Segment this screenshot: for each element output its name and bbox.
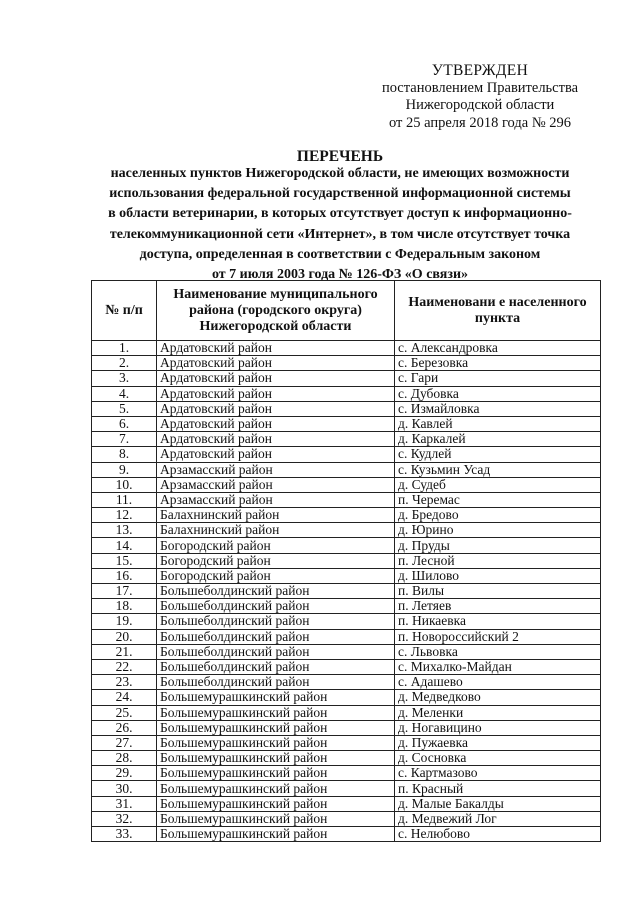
cell-district: Богородский район bbox=[157, 538, 395, 553]
table-row bbox=[92, 523, 601, 538]
cell-num: 12. bbox=[92, 508, 157, 523]
cell-num: 27. bbox=[92, 735, 157, 750]
cell-district: Ардатовский район bbox=[157, 356, 395, 371]
cell-num: 8. bbox=[92, 447, 157, 462]
cell-place: д. Бредово bbox=[395, 508, 601, 523]
cell-place: п. Красный bbox=[395, 781, 601, 796]
cell-place: с. Измайловка bbox=[395, 401, 601, 416]
cell-district: Богородский район bbox=[157, 568, 395, 583]
cell-num: 19. bbox=[92, 614, 157, 629]
cell-num: 25. bbox=[92, 705, 157, 720]
settlements-table bbox=[91, 280, 601, 842]
cell-place: д. Пужаевка bbox=[395, 735, 601, 750]
cell-place: с. Дубовка bbox=[395, 386, 601, 401]
cell-num: 18. bbox=[92, 599, 157, 614]
cell-place: с. Гари bbox=[395, 371, 601, 386]
cell-district: Балахнинский район bbox=[157, 508, 395, 523]
approval-heading: УТВЕРЖДЕН bbox=[431, 62, 529, 79]
cell-district: Балахнинский район bbox=[157, 523, 395, 538]
cell-place: с. Нелюбово bbox=[395, 827, 601, 842]
cell-district: Арзамасский район bbox=[157, 477, 395, 492]
table-header-row bbox=[92, 281, 601, 341]
cell-district: Большеболдинский район bbox=[157, 659, 395, 674]
subtitle-line: доступа, определенная в соответствии с Федеральным законом bbox=[139, 246, 541, 262]
table-row bbox=[92, 690, 601, 705]
cell-num: 22. bbox=[92, 659, 157, 674]
cell-num: 2. bbox=[92, 356, 157, 371]
document-title: ПЕРЕЧЕНЬ bbox=[296, 148, 384, 165]
cell-num: 24. bbox=[92, 690, 157, 705]
cell-district: Большеболдинский район bbox=[157, 599, 395, 614]
cell-num: 29. bbox=[92, 766, 157, 781]
table-row bbox=[92, 462, 601, 477]
table-row bbox=[92, 492, 601, 507]
approval-line-1: постановлением Правительства bbox=[381, 79, 579, 96]
cell-place: п. Вилы bbox=[395, 584, 601, 599]
cell-num: 10. bbox=[92, 477, 157, 492]
cell-num: 4. bbox=[92, 386, 157, 401]
table-row bbox=[92, 751, 601, 766]
table-row bbox=[92, 508, 601, 523]
cell-num: 23. bbox=[92, 675, 157, 690]
table-row bbox=[92, 341, 601, 356]
cell-district: Арзамасский район bbox=[157, 462, 395, 477]
cell-place: д. Малые Бакалды bbox=[395, 796, 601, 811]
cell-place: п. Новороссийский 2 bbox=[395, 629, 601, 644]
cell-num: 33. bbox=[92, 827, 157, 842]
cell-district: Большемурашкинский район bbox=[157, 690, 395, 705]
cell-num: 13. bbox=[92, 523, 157, 538]
subtitle-line: от 7 июля 2003 года № 126-ФЗ «О связи» bbox=[211, 267, 469, 283]
cell-place: д. Медведково bbox=[395, 690, 601, 705]
cell-district: Ардатовский район bbox=[157, 371, 395, 386]
cell-place: д. Юрино bbox=[395, 523, 601, 538]
table-row bbox=[92, 371, 601, 386]
table-row bbox=[92, 553, 601, 568]
cell-num: 26. bbox=[92, 720, 157, 735]
cell-place: с. Кузьмин Усад bbox=[395, 462, 601, 477]
cell-place: п. Лесной bbox=[395, 553, 601, 568]
subtitle-line: населенных пунктов Нижегородской области, не имеющих возможности bbox=[110, 166, 570, 181]
cell-place: с. Михалко-Майдан bbox=[395, 659, 601, 674]
cell-num: 9. bbox=[92, 462, 157, 477]
approval-line-3: от 25 апреля 2018 года № 296 bbox=[388, 114, 572, 131]
table-row bbox=[92, 614, 601, 629]
cell-num: 5. bbox=[92, 401, 157, 416]
cell-district: Ардатовский район bbox=[157, 341, 395, 356]
cell-district: Ардатовский район bbox=[157, 386, 395, 401]
cell-place: д. Судеб bbox=[395, 477, 601, 492]
cell-num: 14. bbox=[92, 538, 157, 553]
cell-district: Большемурашкинский район bbox=[157, 705, 395, 720]
table-row bbox=[92, 781, 601, 796]
table-row bbox=[92, 766, 601, 781]
table-row bbox=[92, 386, 601, 401]
cell-place: д. Медвежий Лог bbox=[395, 811, 601, 826]
table-row bbox=[92, 477, 601, 492]
cell-place: с. Картмазово bbox=[395, 766, 601, 781]
table-row bbox=[92, 811, 601, 826]
table-row bbox=[92, 356, 601, 371]
header-num: № п/п bbox=[92, 281, 157, 341]
cell-district: Ардатовский район bbox=[157, 447, 395, 462]
cell-num: 1. bbox=[92, 341, 157, 356]
cell-district: Большеболдинский район bbox=[157, 644, 395, 659]
cell-place: п. Никаевка bbox=[395, 614, 601, 629]
cell-place: д. Каркалей bbox=[395, 432, 601, 447]
table-row bbox=[92, 659, 601, 674]
cell-district: Богородский район bbox=[157, 553, 395, 568]
cell-district: Большемурашкинский район bbox=[157, 735, 395, 750]
cell-num: 16. bbox=[92, 568, 157, 583]
cell-num: 3. bbox=[92, 371, 157, 386]
cell-place: д. Сосновка bbox=[395, 751, 601, 766]
cell-district: Большемурашкинский район bbox=[157, 796, 395, 811]
cell-district: Ардатовский район bbox=[157, 416, 395, 431]
cell-place: с. Александровка bbox=[395, 341, 601, 356]
cell-place: с. Адашево bbox=[395, 675, 601, 690]
table-row bbox=[92, 644, 601, 659]
cell-district: Ардатовский район bbox=[157, 401, 395, 416]
header-district: Наименование муниципального района (городского округа) Нижегородской области bbox=[157, 281, 395, 341]
cell-place: с. Кудлей bbox=[395, 447, 601, 462]
header-place: Наименовани е населенного пункта bbox=[395, 281, 601, 341]
cell-num: 6. bbox=[92, 416, 157, 431]
table-row bbox=[92, 447, 601, 462]
cell-place: д. Меленки bbox=[395, 705, 601, 720]
table-row bbox=[92, 735, 601, 750]
table-row bbox=[92, 568, 601, 583]
cell-district: Большеболдинский район bbox=[157, 675, 395, 690]
table-row bbox=[92, 599, 601, 614]
cell-place: д. Ногавицино bbox=[395, 720, 601, 735]
document-subtitle bbox=[60, 164, 620, 285]
table-row bbox=[92, 827, 601, 842]
cell-district: Большемурашкинский район bbox=[157, 827, 395, 842]
table-row bbox=[92, 796, 601, 811]
cell-num: 7. bbox=[92, 432, 157, 447]
table-body bbox=[92, 341, 601, 842]
cell-district: Большемурашкинский район bbox=[157, 720, 395, 735]
cell-place: п. Черемас bbox=[395, 492, 601, 507]
cell-place: с. Львовка bbox=[395, 644, 601, 659]
cell-num: 17. bbox=[92, 584, 157, 599]
cell-num: 30. bbox=[92, 781, 157, 796]
table-row bbox=[92, 416, 601, 431]
cell-place: п. Летяев bbox=[395, 599, 601, 614]
table-row bbox=[92, 675, 601, 690]
cell-num: 20. bbox=[92, 629, 157, 644]
cell-district: Большемурашкинский район bbox=[157, 751, 395, 766]
cell-num: 11. bbox=[92, 492, 157, 507]
cell-district: Большемурашкинский район bbox=[157, 811, 395, 826]
cell-num: 21. bbox=[92, 644, 157, 659]
subtitle-line: использования федеральной государственной информационной системы bbox=[109, 186, 571, 202]
cell-district: Большеболдинский район bbox=[157, 629, 395, 644]
table-row bbox=[92, 705, 601, 720]
cell-district: Большеболдинский район bbox=[157, 614, 395, 629]
approval-line-2: Нижегородской области bbox=[405, 97, 555, 113]
table-row bbox=[92, 401, 601, 416]
cell-place: д. Пруды bbox=[395, 538, 601, 553]
table-row bbox=[92, 629, 601, 644]
cell-place: д. Кавлей bbox=[395, 416, 601, 431]
subtitle-line: телекоммуникационной сети «Интернет», в том числе отсутствует точка bbox=[109, 226, 571, 242]
cell-district: Большемурашкинский район bbox=[157, 766, 395, 781]
table-row bbox=[92, 584, 601, 599]
cell-district: Арзамасский район bbox=[157, 492, 395, 507]
cell-district: Большемурашкинский район bbox=[157, 781, 395, 796]
cell-num: 28. bbox=[92, 751, 157, 766]
table-row bbox=[92, 432, 601, 447]
cell-district: Ардатовский район bbox=[157, 432, 395, 447]
table-row bbox=[92, 720, 601, 735]
cell-num: 32. bbox=[92, 811, 157, 826]
cell-num: 31. bbox=[92, 796, 157, 811]
cell-place: д. Шилово bbox=[395, 568, 601, 583]
approval-block bbox=[360, 62, 600, 132]
subtitle-line: в области ветеринарии, в которых отсутствует доступ к информационно- bbox=[108, 206, 572, 222]
table-row bbox=[92, 538, 601, 553]
cell-place: с. Березовка bbox=[395, 356, 601, 371]
cell-district: Большеболдинский район bbox=[157, 584, 395, 599]
cell-num: 15. bbox=[92, 553, 157, 568]
